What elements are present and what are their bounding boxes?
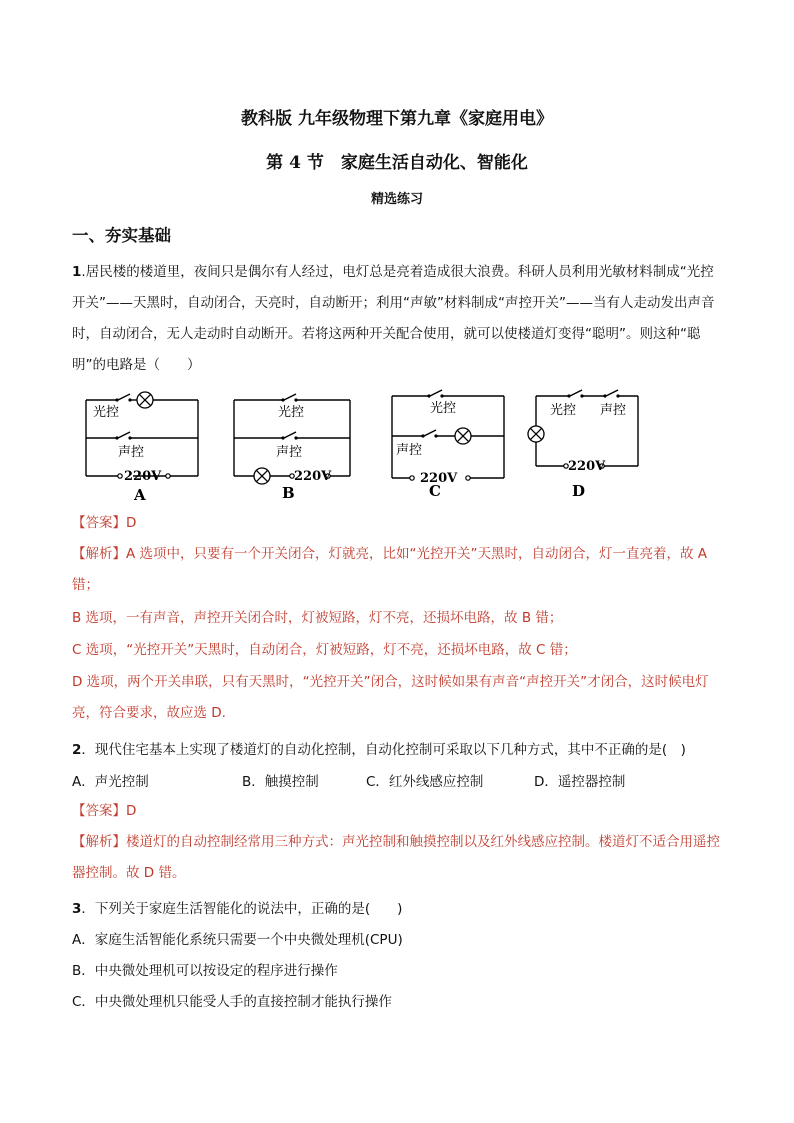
- question-1: [72, 257, 722, 381]
- question-1-analysis: [72, 539, 732, 601]
- question-2-option-c[interactable]: C．红外线感应控制: [366, 774, 484, 790]
- question-2-option-d[interactable]: D．遥控器控制: [534, 774, 626, 790]
- question-3-option-a[interactable]: A．家庭生活智能化系统只需要一个中央微处理机(CPU): [72, 932, 403, 948]
- circuit-a-sound-label: 声控: [118, 445, 145, 460]
- circuit-c-voltage: 220V: [420, 471, 458, 486]
- circuit-c-sound-label: 声控: [396, 443, 423, 458]
- answer-value: D: [126, 515, 137, 531]
- circuit-diagrams: [0, 380, 794, 520]
- circuit-d-voltage: 220V: [568, 459, 606, 474]
- document-subtitle: 精选练习: [370, 192, 423, 207]
- question-2-text: ．现代住宅基本上实现了楼道灯的自动化控制，自动化控制可采取以下几种方式，其中不正确的是( ): [81, 742, 686, 758]
- analysis-line-a: A 选项中，只要有一个开关闭合，灯就亮，比如“光控开关”天黑时，自动闭合，灯一直亮着，故 A 错；: [72, 546, 708, 593]
- question-3-option-b[interactable]: B．中央微处理机可以按设定的程序进行操作: [72, 963, 338, 979]
- circuit-a-light-label: 光控: [93, 405, 120, 420]
- circuit-b-sound-label: 声控: [276, 445, 303, 460]
- circuit-b-label: B: [282, 484, 295, 502]
- question-1-text: .居民楼的楼道里，夜间只是偶尔有人经过，电灯总是亮着造成很大浪费。科研人员利用光敏材料制成“光控开关”——天黑时，自动闭合，天亮时，自动断开；利用“声敏”材料制成“声控开关”——当有人走动发出声音时，自动闭合，无人走动时自动断开。若将这两种开关配合使用，就可以使楼道灯变得“聪明”。则这种“聪明”的电路是（ ）: [72, 264, 715, 373]
- analysis-line-b: B 选项，一有声音，声控开关闭合时，灯被短路，灯不亮，还损坏电路，故 B 错；: [72, 610, 563, 626]
- answer-label: 【答案】: [72, 803, 126, 819]
- circuit-c-label: C: [429, 482, 441, 500]
- question-1-answer: [72, 513, 136, 533]
- question-2-analysis: [72, 827, 732, 889]
- question-3-number: 3: [72, 901, 82, 917]
- circuit-d-label: D: [572, 482, 586, 500]
- analysis-label: 【解析】: [72, 546, 126, 562]
- circuit-b-voltage: 220V: [294, 469, 332, 484]
- question-2-option-a[interactable]: A．声光控制: [72, 774, 149, 790]
- question-3-option-c[interactable]: C．中央微处理机只能受人手的直接控制才能执行操作: [72, 994, 392, 1010]
- question-3-text: ．下列关于家庭生活智能化的说法中，正确的是( ): [81, 901, 403, 917]
- analysis-line-c: C 选项，“光控开关”天黑时，自动闭合，灯被短路，灯不亮，还损坏电路，故 C 错；: [72, 642, 577, 658]
- section-title: 第 4 节 家庭生活自动化、智能化: [266, 153, 528, 173]
- circuit-c-light-label: 光控: [430, 401, 457, 416]
- circuit-b-light-label: 光控: [278, 405, 305, 420]
- circuit-a-voltage: 220V: [124, 469, 162, 484]
- analysis-line-d: D 选项，两个开关串联，只有天黑时，“光控开关”闭合，这时候如果有声音“声控开关”才闭合，这时候电灯亮，符合要求，故应选 D.: [72, 674, 709, 721]
- question-2-number: 2: [72, 742, 82, 758]
- circuit-a-label: A: [134, 486, 146, 504]
- question-2: [72, 740, 686, 760]
- answer-value: D: [126, 803, 137, 819]
- document-title: 教科版 九年级物理下第九章《家庭用电》: [241, 109, 553, 129]
- question-3: [72, 899, 402, 919]
- analysis-label: 【解析】: [72, 834, 126, 850]
- question-1-number: 1: [72, 264, 82, 280]
- answer-label: 【答案】: [72, 515, 126, 531]
- circuit-d-sound-label: 声控: [600, 403, 627, 418]
- circuit-d: [536, 390, 638, 466]
- question-2-option-b[interactable]: B．触摸控制: [242, 774, 319, 790]
- analysis-text: 楼道灯的自动控制经常用三种方式：声光控制和触摸控制以及红外线感应控制。楼道灯不适合用遥控器控制。故 D 错。: [72, 834, 720, 881]
- question-2-answer: [72, 801, 136, 821]
- circuit-d-light-label: 光控: [550, 403, 577, 418]
- section-heading: 一、夯实基础: [72, 226, 171, 245]
